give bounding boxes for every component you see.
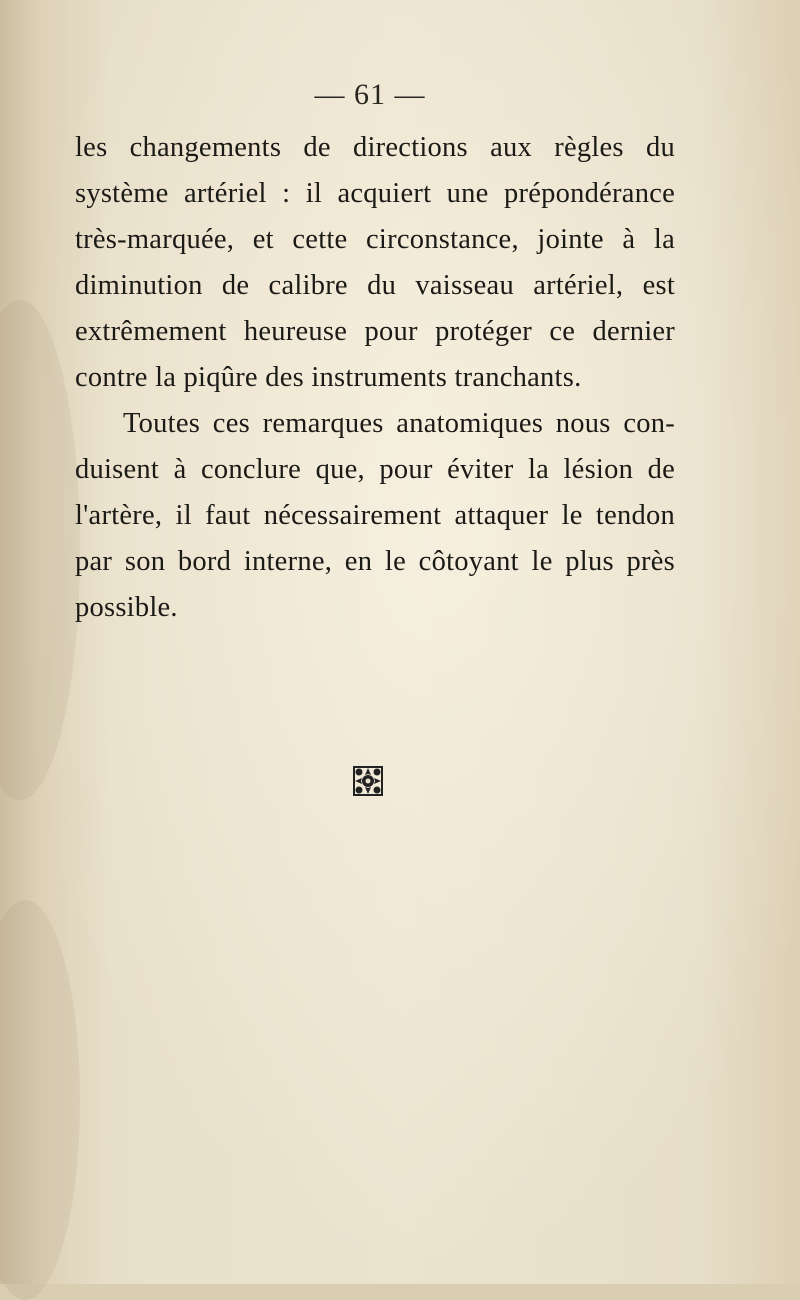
text-line: extrêmement heureuse pour protéger ce dernier xyxy=(75,316,675,347)
printers-ornament-icon xyxy=(352,765,384,797)
text-line: système artériel : il acquiert une prépondérance xyxy=(75,178,675,209)
text-line: par son bord interne, en le côtoyant le plus près xyxy=(75,546,675,577)
text-line: contre la piqûre des instruments tranchants. xyxy=(75,362,582,393)
text-line: les changements de directions aux règles du xyxy=(75,132,675,163)
text-line: diminution de calibre du vaisseau artériel, est xyxy=(75,270,675,301)
text-line: l'artère, il faut nécessairement attaquer le tendon xyxy=(75,500,675,531)
text-line: duisent à conclure que, pour éviter la lésion de xyxy=(75,454,675,485)
paragraph-2 xyxy=(75,401,675,631)
paper-stain xyxy=(0,900,80,1300)
paragraph-1 xyxy=(75,125,675,401)
text-line: Toutes ces remarques anatomiques nous con- xyxy=(123,408,675,439)
page-number: — 61 — xyxy=(314,78,426,111)
text-line: très-marquée, et cette circonstance, jointe à la xyxy=(75,224,675,255)
text-line: possible. xyxy=(75,592,178,623)
paper-stain xyxy=(0,300,80,800)
body-text xyxy=(75,125,675,631)
